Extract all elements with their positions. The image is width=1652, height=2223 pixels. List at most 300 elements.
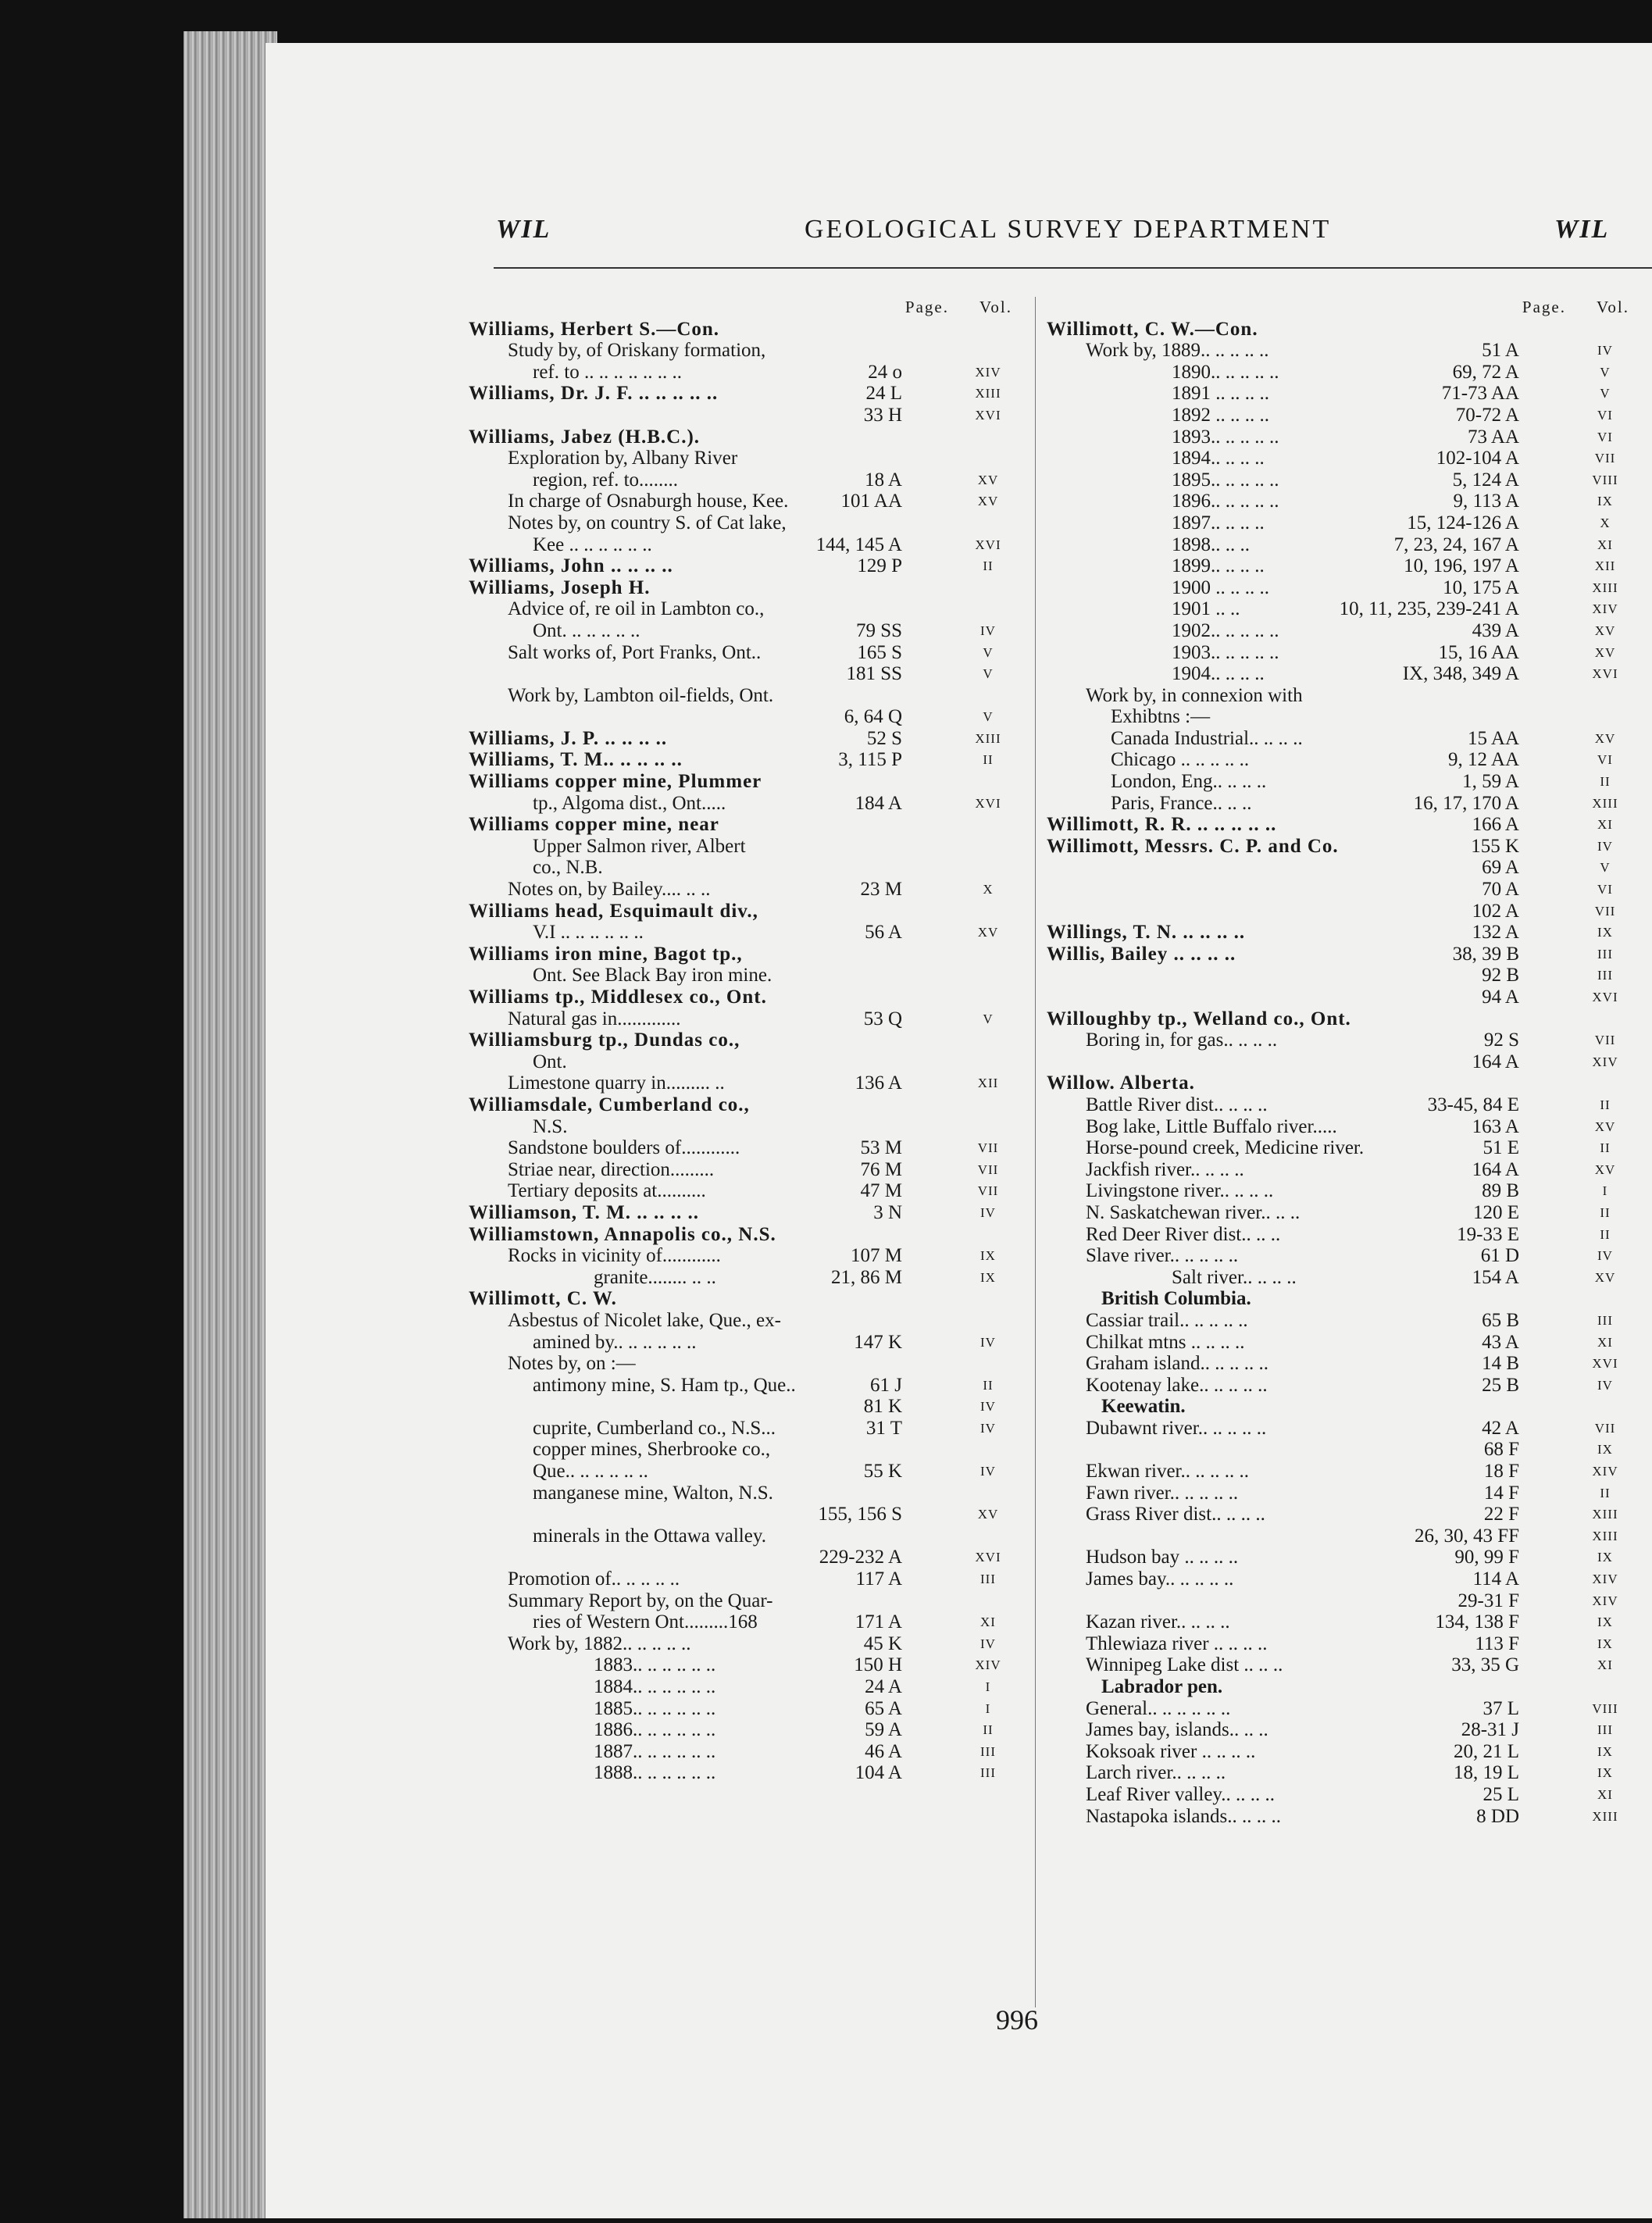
index-entry — [469, 1072, 1035, 1094]
index-entry — [1047, 1547, 1652, 1568]
page-reference: 19-33 E — [1457, 1223, 1519, 1245]
index-entry — [1047, 1590, 1652, 1612]
volume-reference: XIV — [975, 1657, 1001, 1673]
volume-reference: IV — [980, 1204, 996, 1220]
entry-text: Kazan river.. .. .. .. — [1086, 1611, 1230, 1633]
volume-reference: XVI — [975, 1550, 1001, 1565]
entry-text: Work by, Lambton oil-fields, Ont. — [508, 684, 774, 706]
entry-text: Winnipeg Lake dist .. .. .. — [1086, 1654, 1283, 1676]
index-entry — [1047, 944, 1652, 965]
entry-text: Work by, 1882.. .. .. .. .. — [508, 1632, 691, 1654]
index-entry — [469, 405, 1035, 426]
volume-reference: VII — [977, 1183, 999, 1199]
entry-text: Nastapoka islands.. .. .. .. — [1086, 1805, 1281, 1827]
volume-reference: IV — [1597, 1377, 1613, 1393]
entry-text: Fawn river.. .. .. .. .. — [1086, 1482, 1239, 1504]
page-reference: 136 A — [855, 1072, 902, 1094]
index-entry — [469, 1116, 1035, 1138]
page-reference: 117 A — [855, 1568, 902, 1590]
volume-reference: V — [983, 1011, 994, 1026]
page-reference: 65 A — [865, 1697, 902, 1719]
index-entry — [469, 1525, 1035, 1547]
entry-text: Horse-pound creek, Medicine river. — [1086, 1137, 1365, 1159]
volume-reference: IX — [980, 1269, 996, 1285]
entry-text: Promotion of.. .. .. .. .. — [508, 1568, 680, 1590]
index-entry — [1047, 706, 1652, 728]
index-entry — [469, 1267, 1035, 1289]
right-entry-list — [1047, 319, 1652, 1828]
index-entry — [1047, 426, 1652, 448]
entry-heading: Williams, Jabez (H.B.C.). — [469, 426, 701, 448]
volume-reference: XI — [1597, 537, 1613, 552]
index-entry — [469, 1719, 1035, 1741]
index-entry — [1047, 987, 1652, 1008]
index-entry — [469, 1159, 1035, 1181]
page-reference: 164 A — [1472, 1051, 1519, 1072]
page-reference: 94 A — [1482, 987, 1519, 1008]
index-entry — [469, 1547, 1035, 1568]
entry-text: 1893.. .. .. .. .. — [1172, 426, 1279, 448]
entry-heading: Willimott, R. R. .. .. .. .. .. — [1047, 814, 1277, 836]
volume-reference: III — [980, 1572, 996, 1587]
entry-text: Striae near, direction......... — [508, 1158, 715, 1180]
volume-reference: XIV — [1592, 1572, 1618, 1587]
entry-text: Paris, France.. .. .. — [1111, 792, 1252, 814]
entry-text: Battle River dist.. .. .. .. — [1086, 1094, 1268, 1115]
page-reference: 229-232 A — [819, 1547, 902, 1568]
index-entry — [1047, 922, 1652, 944]
index-entry — [469, 491, 1035, 512]
entry-text: In charge of Osnaburgh house, Kee. — [508, 491, 789, 512]
entry-text: London, Eng.. .. .. .. — [1111, 771, 1267, 793]
page-reference: 46 A — [865, 1740, 902, 1762]
index-entry — [1047, 663, 1652, 685]
index-entry — [469, 1590, 1035, 1612]
entry-text: Asbestus of Nicolet lake, Que., ex- — [508, 1309, 781, 1331]
index-entry — [1047, 1137, 1652, 1159]
volume-reference: XVI — [1592, 1356, 1618, 1372]
volume-reference: IX — [1597, 1615, 1613, 1630]
entry-text: Koksoak river .. .. .. .. — [1086, 1740, 1256, 1762]
entry-text: Leaf River valley.. .. .. .. — [1086, 1783, 1276, 1805]
volume-reference: IV — [980, 623, 996, 638]
index-entry — [469, 1202, 1035, 1224]
page-reference: 14 F — [1483, 1482, 1519, 1504]
index-column-right — [1047, 297, 1652, 1827]
entry-text: Upper Salmon river, Albert — [533, 835, 746, 857]
entry-text: V.I .. .. .. .. .. .. — [533, 922, 644, 944]
entry-heading: Willis, Bailey .. .. .. .. — [1047, 943, 1236, 965]
volume-reference: II — [983, 558, 994, 574]
volume-reference: XV — [1594, 1269, 1616, 1285]
index-entry — [1047, 1676, 1652, 1698]
volume-reference: IV — [1597, 1248, 1613, 1264]
entry-text: Bog lake, Little Buffalo river..... — [1086, 1115, 1337, 1137]
page-reference: 45 K — [863, 1632, 902, 1654]
column-divider — [1035, 297, 1036, 2007]
volume-reference: IV — [980, 1420, 996, 1436]
region-heading: Labrador pen. — [1101, 1676, 1223, 1697]
page-reference: 22 F — [1483, 1504, 1519, 1525]
entry-text: Summary Report by, on the Quar- — [508, 1590, 773, 1611]
volume-reference: II — [1600, 774, 1611, 790]
volume-reference: V — [1600, 386, 1611, 401]
volume-reference: III — [1597, 946, 1613, 962]
volume-reference: X — [983, 882, 994, 897]
index-entry — [1047, 1784, 1652, 1806]
entry-heading: Willimott, C. W. — [469, 1288, 617, 1310]
entry-text: cuprite, Cumberland co., N.S... — [533, 1417, 776, 1439]
entry-text: N.S. — [533, 1115, 568, 1137]
entry-text: region, ref. to........ — [533, 469, 679, 491]
page-reference: 164 A — [1472, 1158, 1519, 1180]
volume-reference: XIII — [1592, 1507, 1618, 1522]
page-reference: 24 L — [865, 383, 902, 405]
index-entry — [1047, 1439, 1652, 1461]
entry-heading: Williams, J. P. .. .. .. .. — [469, 727, 668, 749]
entry-text: 1884.. .. .. .. .. .. — [594, 1676, 716, 1697]
index-entry — [469, 426, 1035, 448]
entry-text: ries of Western Ont.........168 — [533, 1611, 758, 1633]
index-entry — [1047, 1008, 1652, 1030]
entry-heading: Williams copper mine, near — [469, 814, 719, 836]
volume-reference: III — [1597, 968, 1613, 983]
page-reference: 55 K — [863, 1461, 902, 1483]
index-entry — [469, 706, 1035, 728]
page-reference: 18 F — [1483, 1461, 1519, 1483]
index-entry — [469, 857, 1035, 879]
page-reference: 31 T — [865, 1417, 902, 1439]
column-labels — [469, 297, 1035, 319]
index-entry — [1047, 1288, 1652, 1310]
entry-text: 1897.. .. .. .. — [1172, 512, 1265, 533]
index-entry — [469, 922, 1035, 944]
page-reference: 92 B — [1482, 965, 1519, 987]
page-reference: 144, 145 A — [815, 533, 902, 555]
index-entry — [469, 793, 1035, 815]
entry-heading: Williams, Herbert S.—Con. — [469, 318, 720, 340]
index-entry — [469, 879, 1035, 901]
entry-text: 1888.. .. .. .. .. .. — [594, 1762, 716, 1784]
entry-text: Salt river.. .. .. .. — [1172, 1266, 1297, 1288]
entry-text: manganese mine, Walton, N.S. — [533, 1482, 773, 1504]
volume-reference: XV — [1594, 623, 1616, 638]
index-entry — [469, 598, 1035, 620]
page-reference: 33, 35 G — [1451, 1654, 1519, 1676]
page-reference: 120 E — [1472, 1201, 1519, 1223]
index-entry — [469, 836, 1035, 858]
volume-reference: XV — [1594, 1119, 1616, 1134]
volume-reference: X — [1600, 515, 1611, 530]
index-entry — [1047, 1396, 1652, 1418]
page-reference: 33 H — [863, 404, 902, 426]
entry-heading: Williams, T. M.. .. .. .. .. — [469, 749, 683, 771]
entry-text: 1904.. .. .. .. — [1172, 663, 1265, 685]
index-entry — [1047, 814, 1652, 836]
volume-reference: II — [983, 1722, 994, 1738]
index-entry — [1047, 901, 1652, 922]
entry-text: 1883.. .. .. .. .. .. — [594, 1654, 716, 1676]
page-reference: 28-31 J — [1461, 1719, 1519, 1741]
volume-reference: II — [983, 752, 994, 768]
entry-text: 1901 .. .. — [1172, 598, 1240, 620]
index-entry — [1047, 1094, 1652, 1116]
index-entry — [469, 944, 1035, 965]
entry-text: General.. .. .. .. .. .. — [1086, 1697, 1231, 1719]
volume-reference: VII — [1594, 1420, 1616, 1436]
index-entry — [469, 1224, 1035, 1246]
index-entry — [1047, 555, 1652, 577]
page-reference: 155, 156 S — [818, 1504, 902, 1525]
entry-text: 1885.. .. .. .. .. .. — [594, 1697, 716, 1719]
entry-text: granite........ .. .. — [594, 1266, 716, 1288]
volume-reference: XI — [980, 1615, 996, 1630]
entry-text: Slave river.. .. .. .. .. — [1086, 1245, 1239, 1267]
volume-reference: XIII — [1592, 795, 1618, 811]
index-entry — [469, 1418, 1035, 1440]
index-entry — [1047, 1029, 1652, 1051]
volume-reference: VI — [1597, 752, 1613, 768]
page-reference: 76 M — [860, 1158, 902, 1180]
region-heading: British Columbia. — [1101, 1288, 1251, 1310]
volume-reference: I — [1602, 1183, 1608, 1199]
index-entry — [1047, 1180, 1652, 1202]
index-entry — [1047, 771, 1652, 793]
index-entry — [1047, 1051, 1652, 1073]
running-head-left: WIL — [496, 215, 551, 244]
index-entry — [1047, 534, 1652, 556]
volume-reference: XV — [977, 1507, 999, 1522]
volume-reference: I — [985, 1679, 991, 1694]
index-entry — [1047, 620, 1652, 642]
entry-heading: Williams, John .. .. .. .. — [469, 555, 673, 577]
volume-reference: XIV — [975, 364, 1001, 380]
index-entry — [1047, 836, 1652, 858]
region-heading: Keewatin. — [1101, 1396, 1186, 1418]
page-reference: 56 A — [865, 922, 902, 944]
entry-heading: Williams tp., Middlesex co., Ont. — [469, 987, 767, 1008]
running-head-right: WIL — [1554, 215, 1610, 244]
volume-reference: VII — [1594, 1033, 1616, 1048]
index-entry — [469, 685, 1035, 707]
volume-reference: III — [980, 1743, 996, 1759]
index-entry — [1047, 319, 1652, 341]
index-entry — [469, 1051, 1035, 1073]
page-reference: 59 A — [865, 1719, 902, 1741]
entry-text: Chilkat mtns .. .. .. .. — [1086, 1331, 1245, 1353]
index-entry — [469, 965, 1035, 987]
page-reference: 92 S — [1483, 1029, 1519, 1051]
index-entry — [1047, 793, 1652, 815]
page-reference: 61 D — [1480, 1245, 1519, 1267]
index-entry — [1047, 1762, 1652, 1784]
page-reference: 37 L — [1483, 1697, 1519, 1719]
entry-text: Notes by, on country S. of Cat lake, — [508, 512, 787, 533]
index-entry — [469, 1180, 1035, 1202]
index-entry — [1047, 491, 1652, 512]
entry-text: Hudson bay .. .. .. .. — [1086, 1547, 1239, 1568]
index-entry — [1047, 1719, 1652, 1741]
volume-reference: XVI — [975, 407, 1001, 423]
entry-text: 1894.. .. .. .. — [1172, 448, 1265, 469]
index-entry — [469, 469, 1035, 491]
page-reference: 150 H — [854, 1654, 902, 1676]
volume-reference: XIII — [1592, 1808, 1618, 1824]
entry-text: James bay.. .. .. .. .. — [1086, 1568, 1234, 1590]
entry-text: Dubawnt river.. .. .. .. .. — [1086, 1417, 1267, 1439]
page-reference: 10, 175 A — [1443, 576, 1519, 598]
index-entry — [1047, 469, 1652, 491]
page-reference: 104 A — [855, 1762, 902, 1784]
page-reference: 21, 86 M — [831, 1266, 902, 1288]
entry-heading: Williams, Joseph H. — [469, 576, 651, 598]
index-entry — [1047, 965, 1652, 987]
index-entry — [1047, 1741, 1652, 1763]
entry-text: antimony mine, S. Ham tp., Que.. — [533, 1374, 796, 1396]
page-reference: 3, 115 P — [838, 749, 902, 771]
entry-heading: Willimott, Messrs. C. P. and Co. — [1047, 835, 1339, 857]
index-entry — [1047, 749, 1652, 771]
volume-reference: VII — [1594, 903, 1616, 919]
entry-heading: Williams, Dr. J. F. .. .. .. .. .. — [469, 383, 719, 405]
volume-reference: XII — [1594, 558, 1616, 574]
entry-text: copper mines, Sherbrooke co., — [533, 1439, 771, 1461]
index-entry — [469, 663, 1035, 685]
entry-heading: Willimott, C. W.—Con. — [1047, 318, 1258, 340]
volume-reference: IX — [980, 1248, 996, 1264]
volume-reference: VI — [1597, 882, 1613, 897]
volume-reference: XI — [1597, 1786, 1613, 1802]
page-reference: 79 SS — [855, 619, 902, 641]
entry-text: 1886.. .. .. .. .. .. — [594, 1719, 716, 1741]
entry-text: 1891 .. .. .. .. — [1172, 383, 1269, 405]
volume-reference: XI — [1597, 1657, 1613, 1673]
page-reference: 107 M — [851, 1245, 902, 1267]
page-reference: 10, 196, 197 A — [1404, 555, 1519, 577]
page-reference: 102-104 A — [1436, 448, 1519, 469]
page-reference: 166 A — [1472, 814, 1519, 836]
volume-reference: II — [1600, 1485, 1611, 1500]
volume-reference: IX — [1597, 1743, 1613, 1759]
running-head-title: GEOLOGICAL SURVEY DEPARTMENT — [805, 215, 1332, 244]
index-entry — [1047, 728, 1652, 750]
entry-text: Work by, 1889.. .. .. .. .. — [1086, 340, 1269, 362]
page-reference: 53 Q — [863, 1008, 902, 1029]
page-reference: 33-45, 84 E — [1427, 1094, 1519, 1115]
page-reference: 1, 59 A — [1462, 771, 1519, 793]
page-reference: 47 M — [860, 1180, 902, 1202]
page-reference: 65 B — [1482, 1309, 1519, 1331]
page-reference: 102 A — [1472, 900, 1519, 922]
volume-reference: III — [980, 1765, 996, 1781]
page-reference: 15, 16 AA — [1438, 641, 1519, 663]
entry-text: James bay, islands.. .. .. — [1086, 1719, 1268, 1741]
vol-column-label: Vol. — [979, 298, 1013, 316]
index-entry — [469, 1375, 1035, 1397]
entry-text: Notes by, on :— — [508, 1353, 636, 1375]
volume-reference: VI — [1597, 429, 1613, 444]
entry-text: Salt works of, Port Franks, Ont.. — [508, 641, 762, 663]
volume-reference: IX — [1597, 1765, 1613, 1781]
index-entry — [1047, 1418, 1652, 1440]
page-reference: 70 A — [1482, 879, 1519, 901]
volume-reference: XV — [977, 494, 999, 509]
volume-reference: III — [1597, 1312, 1613, 1328]
index-entry — [469, 1008, 1035, 1030]
entry-text: Livingstone river.. .. .. .. — [1086, 1180, 1274, 1202]
index-entry — [1047, 857, 1652, 879]
page-reference: 71-73 AA — [1441, 383, 1519, 405]
volume-reference: II — [1600, 1226, 1611, 1242]
page-reference: 89 B — [1482, 1180, 1519, 1202]
page-reference: 15, 124-126 A — [1407, 512, 1519, 533]
entry-heading: Williamson, T. M. .. .. .. .. — [469, 1201, 700, 1223]
volume-reference: VII — [1594, 451, 1616, 466]
volume-reference: XV — [977, 925, 999, 940]
volume-reference: XVI — [975, 537, 1001, 552]
volume-reference: XIII — [1592, 580, 1618, 595]
volume-reference: XVI — [1592, 666, 1618, 682]
index-entry — [1047, 879, 1652, 901]
entry-text: Exploration by, Albany River — [508, 448, 738, 469]
volume-reference: XI — [1597, 1334, 1613, 1350]
entry-text: minerals in the Ottawa valley. — [533, 1525, 766, 1547]
volume-reference: IX — [1597, 1636, 1613, 1651]
entry-text: Limestone quarry in......... .. — [508, 1072, 725, 1094]
page-reference: 184 A — [855, 792, 902, 814]
entry-text: 1895.. .. .. .. .. — [1172, 469, 1279, 491]
index-entry — [1047, 383, 1652, 405]
entry-heading: Williams iron mine, Bagot tp., — [469, 943, 743, 965]
page-reference: 51 A — [1482, 340, 1519, 362]
index-entry — [1047, 1698, 1652, 1720]
entry-text: Cassiar trail.. .. .. .. .. — [1086, 1309, 1248, 1331]
entry-text: Chicago .. .. .. .. .. — [1111, 749, 1250, 771]
entry-text: Advice of, re oil in Lambton co., — [508, 598, 765, 620]
volume-reference: V — [1600, 860, 1611, 876]
entry-text: Sandstone boulders of............ — [508, 1137, 740, 1159]
index-entry — [469, 1094, 1035, 1116]
left-entry-list — [469, 319, 1035, 1784]
index-entry — [1047, 598, 1652, 620]
entry-text: Boring in, for gas.. .. .. .. — [1086, 1029, 1278, 1051]
volume-reference: II — [1600, 1140, 1611, 1156]
index-entry — [469, 1288, 1035, 1310]
volume-reference: IV — [1597, 838, 1613, 854]
page-reference: 24 A — [865, 1676, 902, 1697]
entry-text: 1892 .. .. .. .. — [1172, 404, 1269, 426]
index-entry — [1047, 512, 1652, 534]
page-reference: 69 A — [1482, 857, 1519, 879]
entry-text: 1900 .. .. .. .. — [1172, 576, 1269, 598]
entry-text: Jackfish river.. .. .. .. — [1086, 1158, 1244, 1180]
page-reference: 6, 64 Q — [844, 706, 902, 728]
page-reference: 51 E — [1483, 1137, 1519, 1159]
volume-reference: V — [983, 709, 994, 725]
index-entry — [1047, 1504, 1652, 1525]
volume-reference: IV — [980, 1464, 996, 1479]
index-entry — [469, 512, 1035, 534]
page-reference: 20, 21 L — [1453, 1740, 1519, 1762]
index-entry — [469, 555, 1035, 577]
page-reference: 5, 124 A — [1452, 469, 1519, 491]
entry-text: Ont. — [533, 1051, 567, 1072]
index-entry — [469, 1310, 1035, 1332]
index-entry — [1047, 1332, 1652, 1354]
entry-heading: Williams head, Esquimault div., — [469, 900, 758, 922]
volume-reference: V — [983, 644, 994, 660]
page-reference: 9, 12 AA — [1448, 749, 1519, 771]
